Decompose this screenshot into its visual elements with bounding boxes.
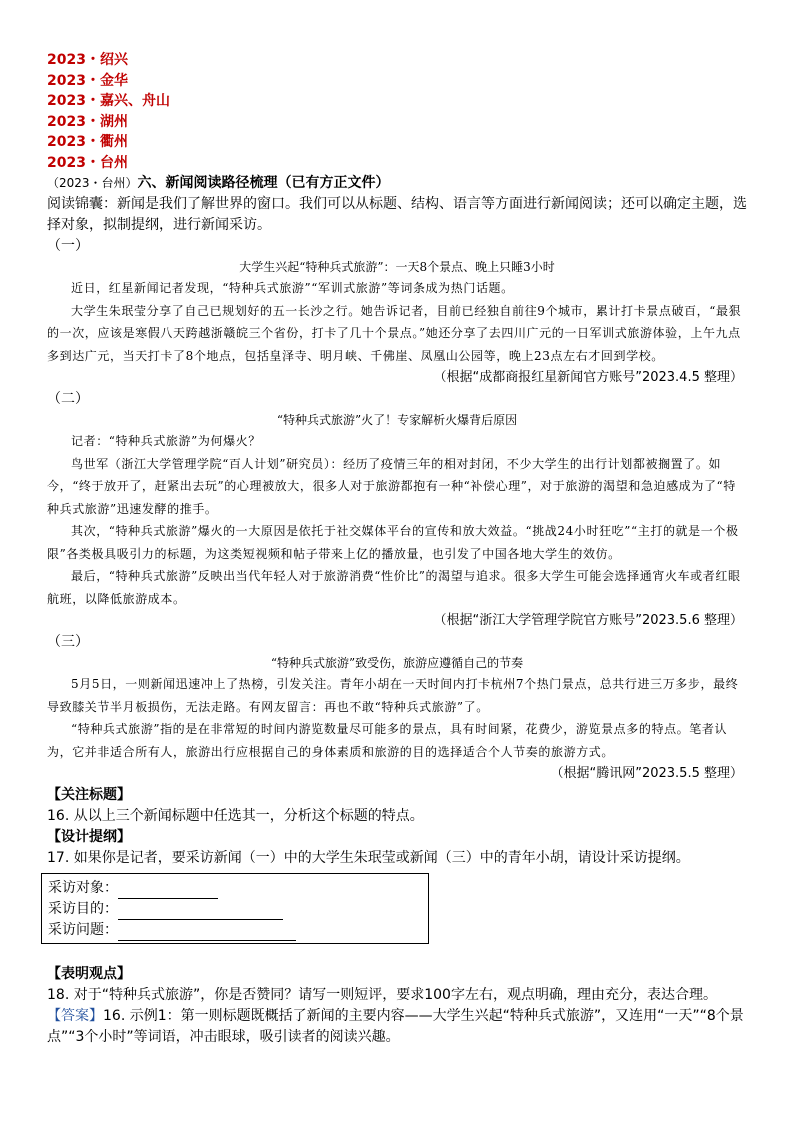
region-link-quzhou[interactable]: 2023・衢州	[47, 134, 128, 150]
article-1-title: 大学生兴起“特种兵式旅游”：一天8个景点、晚上只睡3小时	[239, 260, 555, 274]
question-17-text: 17. 如果你是记者，要采访新闻（一）中的大学生朱珉莹或新闻（三）中的青年小胡，请设计采访提纲。	[47, 850, 690, 866]
interview-target-label: 采访对象：	[48, 880, 118, 896]
heading-source: （2023・台州）	[47, 176, 138, 190]
reading-tip: 阅读锦囊：新闻是我们了解世界的窗口。我们可以从标题、结构、语言等方面进行新闻阅读；还可以确定主题，选择对象，拟制提纲，进行新闻采访。	[47, 196, 747, 233]
interview-purpose-label: 采访目的：	[48, 901, 118, 917]
section-design-outline: 【设计提纲】	[47, 829, 131, 845]
article-3-label: （三）	[47, 634, 89, 650]
region-list	[47, 50, 747, 173]
article-1-paragraph: 近日，红星新闻记者发现，“特种兵式旅游”“军训式旅游”等词条成为热门话题。	[71, 281, 514, 295]
article-3-paragraph: “特种兵式旅游”指的是在非常短的时间内游览数量尽可能多的景点，具有时间紧，花费少，游览景点多的特点。笔者认为，它并非适合所有人，旅游出行应根据自己的身体素质和旅游的目的选择适合个人节奏的旅游方式。	[47, 722, 728, 759]
answer-tag: 【答案】	[47, 1008, 103, 1024]
section-heading	[47, 173, 747, 194]
region-link-jiaxing-zhoushan[interactable]: 2023・嘉兴、舟山	[47, 93, 170, 109]
interview-target-row	[48, 878, 428, 899]
article-1-source: （根据“成都商报红星新闻官方账号”2023.4.5 整理）	[433, 370, 743, 385]
region-link-taizhou[interactable]: 2023・台州	[47, 154, 128, 171]
question-16-text: 16. 从以上三个新闻标题中任选其一，分析这个标题的特点。	[47, 808, 424, 824]
section-focus-title: 【关注标题】	[47, 787, 131, 803]
article-3-paragraph: 5月5日，一则新闻迅速冲上了热榜，引发关注。青年小胡在一天时间内打卡杭州7个热门景点，总共行进三万多步，最终导致膝关节半月板损伤，无法走路。有网友留言：再也不敢“特种兵式旅游”了。	[47, 677, 739, 714]
article-2-paragraph: 鸟世军（浙江大学管理学院“百人计划”研究员）：经历了疫情三年的相对封闭，不少大学生的出行计划都被搁置了。如今，“终于放开了，赶紧出去玩”的心理被放大，很多人对于旅游都抱有一种“补偿心理”，对于旅游的渴望和急迫感成为了“特种兵式旅游”迅速发酵的推手。	[47, 456, 736, 516]
answer-text: 16. 示例1：第一则标题既概括了新闻的主要内容——大学生兴起“特种兵式旅游”，又连用“一天”“8个景点”“3个小时”等词语，冲击眼球，吸引读者的阅读兴趣。	[47, 1008, 744, 1045]
article-1-label: （一）	[47, 238, 89, 254]
article-2-label: （二）	[47, 391, 89, 407]
article-2-paragraph: 最后，“特种兵式旅游”反映出当代年轻人对于旅游消费“性价比”的渴望与追求。很多大学生可能会选择通宵火车或者红眼航班，以降低旅游成本。	[47, 569, 741, 606]
interview-outline-box	[41, 873, 429, 944]
region-link-shaoxing[interactable]: 2023・绍兴	[47, 52, 128, 68]
article-3-title: “特种兵式旅游”致受伤，旅游应遵循自己的节奏	[270, 656, 524, 670]
document-page	[47, 50, 747, 1048]
article-2-paragraph: 其次，“特种兵式旅游”爆火的一大原因是依托于社交媒体平台的宣传和放大效益。“挑战24小时狂吃”“主打的就是一个极限”各类极具吸引力的标题，为这类短视频和帖子带来上亿的播放量，也引发了中国各地大学生的效仿。	[47, 524, 739, 561]
region-link-jinhua[interactable]: 2023・金华	[47, 72, 128, 89]
article-2-source: （根据“浙江大学管理学院官方账号”2023.5.6 整理）	[433, 613, 743, 628]
interview-questions-row	[48, 920, 428, 941]
question-16	[47, 806, 747, 827]
article-3-source: （根据“腾讯网”2023.5.5 整理）	[550, 766, 743, 781]
interview-questions-label: 采访问题：	[48, 922, 118, 938]
heading-title: 六、新闻阅读路径梳理（已有方正文件）	[137, 175, 390, 191]
interview-purpose-row	[48, 899, 428, 920]
article-2-paragraph: 记者：“特种兵式旅游”为何爆火？	[71, 434, 261, 448]
interview-questions-blank[interactable]	[118, 925, 296, 941]
answer-block	[47, 1006, 747, 1048]
interview-purpose-blank[interactable]	[118, 904, 283, 920]
article-1-paragraph: 大学生朱珉莹分享了自己已规划好的五一长沙之行。她告诉记者，目前已经独自前往9个城市，累计打卡景点破百，“最狠的一次，应该是寒假八天跨越浙赣皖三个省份，打卡了几十个景点。”她还分享了去四川广元的一日军训式旅游体验，上午九点多到达广元，当天打卡了8个地点，包括皇泽寺、明月峡、千佛崖、凤凰山公园等，晚上23点左右才回到学校。	[47, 303, 742, 363]
region-link-huzhou[interactable]: 2023・湖州	[47, 113, 128, 130]
section-state-opinion: 【表明观点】	[47, 966, 131, 982]
question-18-text: 18. 对于“特种兵式旅游”，你是否赞同？请写一则短评，要求100字左右，观点明确，理由充分，表达合理。	[47, 987, 717, 1003]
article-2-title: “特种兵式旅游”火了！专家解析火爆背后原因	[276, 413, 518, 427]
interview-target-blank[interactable]	[118, 883, 218, 899]
